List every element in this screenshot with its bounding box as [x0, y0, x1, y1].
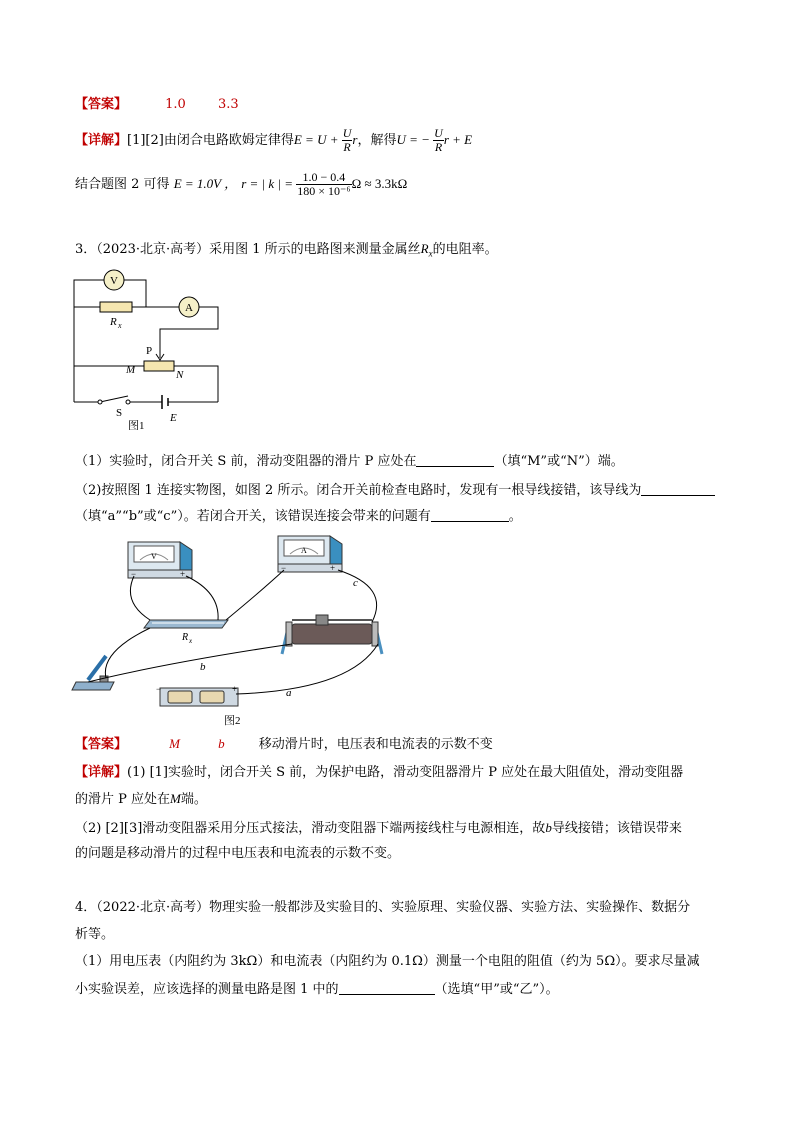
- fig2-battery-plus: +: [232, 684, 238, 694]
- question-3-part-2-line2: [75, 507, 522, 526]
- fig1-p-label: P: [146, 345, 153, 357]
- question-text: （填“a”“b”或“c”）。若闭合开关，该错误连接会带来的问题有: [75, 509, 431, 524]
- equation-part: r = | k | =: [241, 176, 297, 191]
- variable: R: [420, 241, 429, 256]
- fig2-ammeter-minus: −: [281, 563, 287, 573]
- question-text: 3．（2023·北京·高考）采用图 1 所示的电路图来测量金属丝: [75, 242, 421, 257]
- fraction-numerator: U: [342, 126, 352, 140]
- fig2-caption: 图2: [224, 715, 241, 727]
- detail-text: 的问题是移动滑片的过程中电压表和电流表的示数不变。: [75, 846, 401, 861]
- fig2-voltmeter-minus: −: [131, 569, 137, 579]
- circuit-diagram-fig1: [70, 262, 230, 430]
- question-text: （2)按照图 1 连接实物图，如图 2 所示。闭合开关前检查电路时，发现有一根导线接错，该导线为: [75, 483, 642, 498]
- fig1-rx-subscript: x: [118, 321, 122, 330]
- answer-blank: [339, 980, 435, 995]
- detail-q3-line-3: [75, 819, 682, 838]
- question-text: （1）用电压表（内阻约为 3kΩ）和电流表（内阻约为 0.1Ω）测量一个电阻的阻值（约为 5Ω）。要求尽量减: [75, 954, 700, 969]
- answer-blank: [431, 507, 509, 522]
- question-text: （填“M”或“N”）端。: [494, 454, 624, 469]
- detail-text: ，解得: [357, 133, 397, 148]
- answer-value-2: 3.3: [217, 97, 239, 112]
- question-text: 4．（2022·北京·高考）物理实验一般都涉及实验目的、实验原理、实验仪器、实验方法、实验操作、数据分: [75, 900, 691, 915]
- detail-text: （2) [2][3]滑动变阻器采用分压式接法，滑动变阻器下端两接线柱与电源相连，故: [75, 821, 546, 836]
- detail-label: 【详解】: [75, 133, 128, 148]
- detail-text: 结合题图 2 可得: [75, 177, 170, 192]
- answer-line-q3: [75, 735, 493, 754]
- fig2-battery-minus: −: [156, 684, 162, 694]
- fig2-wire-c-label: c: [353, 577, 358, 589]
- fraction-denominator: R: [343, 140, 351, 154]
- answer-blank: [641, 481, 715, 496]
- answer-label: 【答案】: [75, 737, 128, 752]
- detail-text: [1][2]由闭合电路欧姆定律得: [127, 133, 294, 148]
- fig1-caption: 图1: [128, 420, 145, 430]
- fig1-ammeter-label: A: [185, 302, 193, 314]
- switch-contact-icon: [126, 400, 130, 404]
- fig1-e-label: E: [170, 412, 177, 424]
- question-text: （1）实验时，闭合开关 S 前，滑动变阻器的滑片 P 应处在: [75, 454, 417, 469]
- detail-line-q2-eq: [75, 124, 472, 157]
- fig1-m-label: M: [126, 364, 136, 376]
- rheostat-icon: [144, 361, 174, 371]
- detail-q3-line-2: [75, 790, 207, 809]
- fig2-wire-a-label: a: [286, 687, 292, 699]
- resistor-rx-icon: [100, 302, 132, 312]
- detail-q3-line-1: [75, 764, 683, 782]
- rheostat-device-icon: [282, 615, 382, 654]
- equation-part: r: [352, 132, 358, 147]
- equation-part: E = U +: [293, 132, 342, 147]
- answer-line-q2: [75, 96, 239, 114]
- answer-value-3: 移动滑片时，电压表和电流表的示数不变: [258, 737, 493, 752]
- question-4-line-1: [75, 899, 690, 917]
- switch-contact-icon: [98, 400, 102, 404]
- detail-text: (1) [1]实验时，闭合开关 S 前，为保护电路，滑动变阻器滑片 P 应处在最大阻值处，滑动变阻器: [127, 765, 684, 780]
- fig2-ammeter-plus: +: [330, 563, 336, 573]
- battery-device-icon: [160, 688, 238, 706]
- answer-label: 【答案】: [75, 97, 128, 112]
- answer-blank: [416, 452, 494, 467]
- fraction-denominator: 180 × 10⁻⁶: [297, 184, 351, 198]
- fig1-rx-label: R: [110, 316, 117, 328]
- answer-value-1: 1.0: [165, 97, 186, 112]
- fraction-denominator: R: [434, 140, 443, 154]
- fig2-rx-subscript: x: [189, 637, 193, 645]
- fraction: [296, 171, 351, 198]
- detail-label: 【详解】: [75, 765, 128, 780]
- equation-part: E = 1.0V ，: [173, 176, 238, 191]
- equation-part: r + E: [443, 132, 473, 147]
- fig1-s-label: S: [116, 407, 123, 419]
- fraction-numerator: 1.0 − 0.4: [296, 171, 351, 185]
- fraction: [342, 127, 353, 154]
- question-4-line-2: [75, 926, 114, 944]
- question-text: 的电阻率。: [432, 242, 498, 257]
- fraction-numerator: U: [434, 126, 443, 140]
- question-3-part-2-line1: [75, 481, 715, 500]
- question-3-stem: [75, 240, 498, 263]
- fig2-wire-b-label: b: [200, 661, 206, 673]
- fig2-voltmeter-label: V: [151, 552, 157, 561]
- fig2-ammeter-label: A: [301, 546, 307, 555]
- slider-arrow-icon: [156, 340, 164, 360]
- question-text: 析等。: [75, 927, 115, 942]
- fig1-voltmeter-label: V: [110, 275, 118, 287]
- fraction: [433, 127, 444, 154]
- detail-q3-line-4: [75, 845, 400, 863]
- battery-icon: [162, 395, 168, 409]
- detail-text: 端。: [180, 792, 207, 807]
- wiring-diagram-fig2: [70, 532, 400, 732]
- question-3-part-1: [75, 452, 624, 471]
- detail-text: 导线接错；该错误带来: [551, 821, 682, 836]
- variable: b: [545, 820, 552, 835]
- question-4-line-3: [75, 953, 700, 971]
- question-text: （选填“甲”或“乙”）。: [434, 982, 559, 997]
- equation-part: U = −: [396, 132, 434, 147]
- detail-line-q2-result: [75, 168, 407, 201]
- equation-part: Ω ≈ 3.3kΩ: [351, 176, 408, 191]
- fig2-rx-label: R: [182, 632, 189, 643]
- question-text: 。: [508, 509, 522, 524]
- variable: M: [170, 791, 181, 806]
- variable-subscript: x: [428, 248, 433, 259]
- fig1-n-label: N: [176, 369, 184, 381]
- detail-text: 的滑片 P 应处在: [75, 792, 171, 807]
- question-text: 小实验误差，应该选择的测量电路是图 1 中的: [75, 982, 339, 997]
- resistor-wire-device-icon: [144, 620, 228, 628]
- answer-value-2: b: [218, 736, 225, 751]
- answer-value-1: M: [169, 736, 180, 751]
- fig2-voltmeter-plus: +: [180, 569, 186, 579]
- question-4-line-4: [75, 980, 559, 999]
